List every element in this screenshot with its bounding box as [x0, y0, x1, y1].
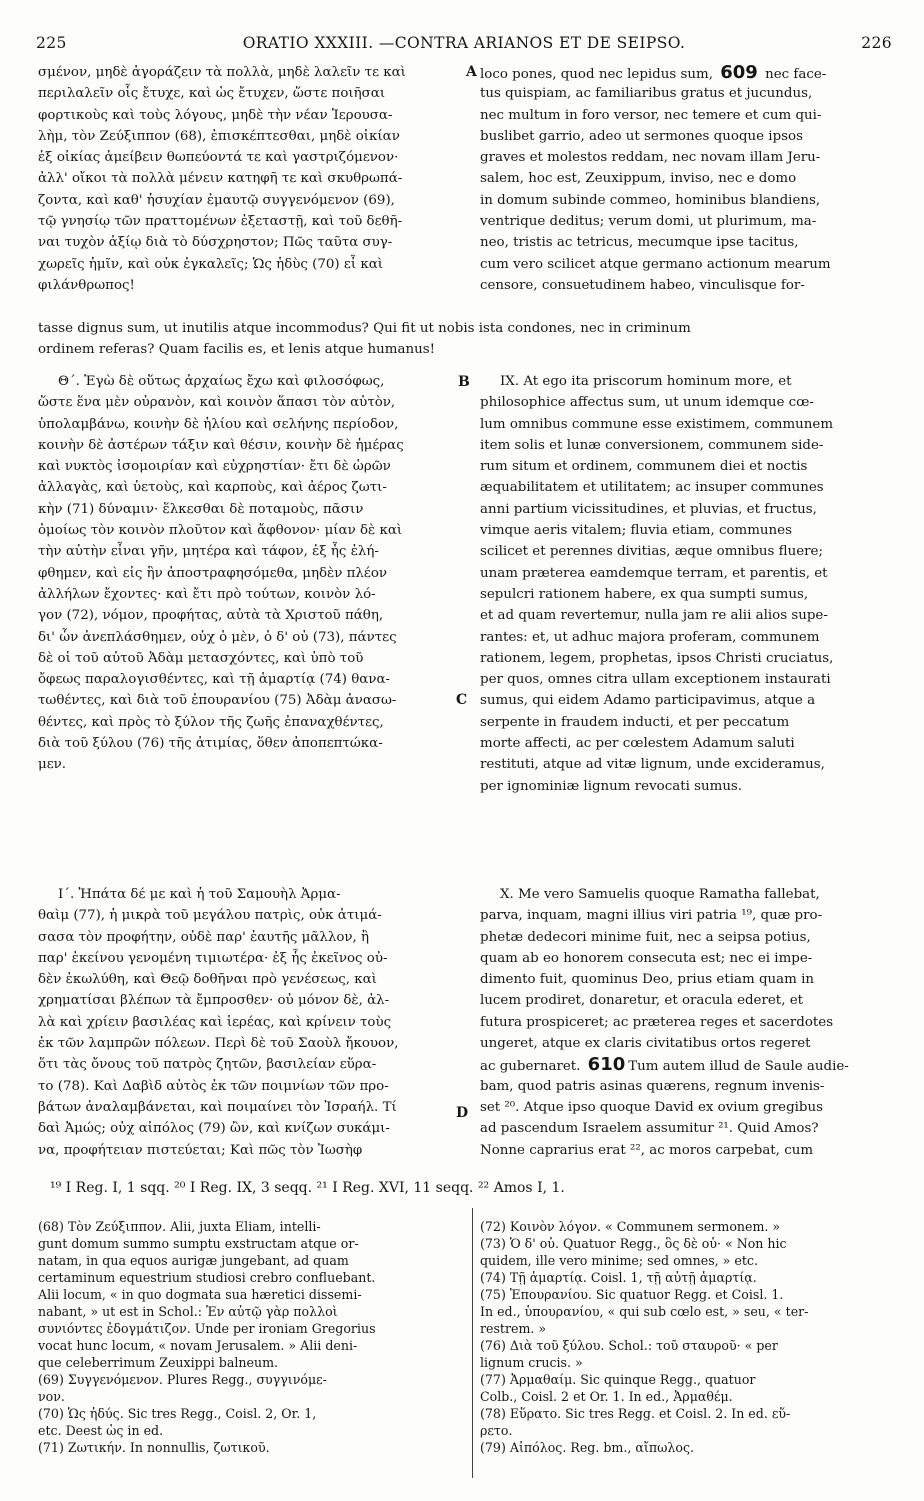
text-line: tasse dignus sum, ut inutilis atque incommodus? Qui fit ut nobis ista condones, nec in criminum: [38, 321, 691, 336]
text-line: ὑπολαμβάνω, κοινὴν δὲ ἡλίου καὶ σελήνης περίοδον,: [38, 416, 399, 432]
text-line: salem, hoc est, Zeuxippum, inviso, nec e domo: [480, 171, 797, 187]
text-line: (74) Τῇ ἁμαρτίᾳ. Coisl. 1, τῇ αὐτῇ ἁμαρτίᾳ.: [480, 1270, 757, 1285]
text-line: να, προφήτειαν πιστεύεται; Καὶ πῶς τὸν Ἰωσὴφ: [38, 1142, 363, 1158]
column-number-610: 610: [587, 1054, 626, 1076]
text-line: διὰ τοῦ ξύλου (76) τῆς ἀτιμίας, ὅθεν ἀποπεπτώκα-: [38, 736, 383, 752]
text-line: nec multum in foro versor, nec temere et cum qui-: [480, 107, 822, 123]
text-line: δαὶ Ἀμώς; οὐχ αἰπόλος (79) ὢν, καὶ κνίζων συκάμι-: [38, 1121, 390, 1137]
text-line: restituti, atque ad vitæ lignum, unde excideramus,: [480, 757, 825, 773]
text-line: Θ΄. Ἐγὼ δὲ οὕτως ἀρχαίως ἔχω καὶ φιλοσόφως,: [58, 374, 385, 389]
text-line: ὄφεως παραλογισθέντες, καὶ τῇ ἁμαρτίᾳ (74) θανα-: [38, 672, 391, 688]
text-line: IX. At ego ita priscorum hominum more, et: [500, 374, 792, 389]
text-line: ρετο.: [480, 1423, 513, 1438]
text-line: γον (72), νόμον, προφήτας, αὐτὰ τὰ Χριστοῦ πάθη,: [38, 608, 384, 624]
text-line: βάτων ἀναλαμβάνεται, καὶ ποιμαίνει τὸν Ἰσραήλ. Τί: [38, 1099, 397, 1115]
text-line: τωθέντες, καὶ διὰ τοῦ ἐπουρανίου (75) Ἀδὰμ ἀνασω-: [38, 693, 397, 709]
text-line: set ²⁰. Atque ipso quoque David ex ovium gregibus: [480, 1099, 823, 1115]
text-line: In ed., ὑπουρανίου, « qui sub cœlo est, » seu, « ter-: [480, 1304, 809, 1319]
text-line: buslibet garrio, adeo ut sermones quoque ipsos: [480, 128, 803, 144]
text-line: dimento fuit, quominus Deo, prius etiam quam in: [480, 972, 814, 988]
column-number-609: 609: [720, 62, 758, 83]
greek-column-top: [38, 62, 466, 296]
text-line: το (78). Καὶ Δαβὶδ αὐτὸς ἐκ τῶν ποιμνίων τῶν προ-: [38, 1078, 389, 1094]
text-line: que celeberrimum Zeuxippi balneum.: [38, 1355, 279, 1370]
text-line: per quos, omnes citra ullam exceptionem instaurati: [480, 672, 831, 688]
text-line: νον.: [38, 1389, 65, 1404]
latin-line: ac gubernaret. 610 Tum autem illud de Saule audie-: [480, 1054, 849, 1076]
text-line: certaminum equestrium studiosi crebro confluebant.: [38, 1270, 376, 1285]
text-line: σασα τὸν προφήτην, οὐδὲ παρ' ἑαυτῆς μᾶλλον, ἢ: [38, 929, 370, 945]
text-line: (68) Τὸν Ζεύξιππον. Alii, juxta Eliam, intelli-: [38, 1219, 321, 1234]
text-line: δι' ὧν ἀνεπλάσθημεν, οὐχ ὁ μὲν, ὁ δ' οὐ (73), πάντες: [38, 629, 397, 645]
text-line: (77) Ἀρμαθαίμ. Sic quinque Regg., quatuor: [480, 1372, 756, 1387]
notes-right: [480, 1218, 892, 1456]
text-line: serpente in fraudem inducti, et per peccatum: [480, 714, 790, 730]
text-line: ad pascendum Israelem assumitur ²¹. Quid Amos?: [480, 1121, 819, 1137]
page-title: ORATIO XXXIII. —CONTRA ARIANOS ET DE SEIPSO.: [242, 34, 686, 52]
margin-letter-c: C: [456, 692, 468, 708]
text-line: nabant, » ut est in Schol.: Ἐν αὐτῷ γὰρ πολλοὶ: [38, 1304, 338, 1319]
text-line: φθημεν, καὶ εἰς ἣν ἀποστραφησόμεθα, μηδὲν πλέον: [38, 565, 388, 581]
text-line: χωρεῖς ἡμῖν, καὶ οὐκ ἐγκαλεῖς; Ὡς ἡδὺς (70) εἶ καὶ: [38, 256, 384, 272]
text-line: natam, in qua equos aurigæ jungebant, ad quam: [38, 1253, 349, 1268]
text-line: Ι΄. Ἠπάτα δέ με καὶ ἡ τοῦ Σαμουὴλ Ἀρμα-: [58, 887, 341, 902]
latin-column-mid: [480, 371, 892, 797]
text-line: unam præterea eamdemque terram, et parentis, et: [480, 565, 828, 581]
text-line: τὴν αὐτὴν εἶναι γῆν, μητέρα καὶ τάφον, ἐξ ἧς ἐλή-: [38, 544, 379, 560]
text-line: rantes: et, ut adhuc majora proferam, communem: [480, 629, 820, 645]
text-line: rationem, legem, prophetas, ipsos Christi cruciatus,: [480, 650, 834, 666]
text-line: κοινὴν δὲ ἀστέρων τάξιν καὶ θέσιν, κοινὴν δὲ ἡμέρας: [38, 437, 404, 453]
greek-column-mid: [38, 371, 466, 776]
text-line: neo, tristis ac tetricus, mecumque ipse tacitus,: [480, 235, 799, 251]
text-line: anni partium vicissitudines, et pluvias, et fructus,: [480, 501, 817, 517]
text-line: μεν.: [38, 757, 67, 773]
text-line: ὁμοίως τὸν κοινὸν πλοῦτον καὶ ἄφθονον· μίαν δὲ καὶ: [38, 523, 403, 539]
text-line: παρ' ἐκείνου γενομένη τιμιωτέρα· ἐξ ἧς ἐκεῖνος οὐ-: [38, 950, 388, 966]
text-line: Nonne caprarius erat ²², ac moros carpebat, cum: [480, 1142, 814, 1158]
text-line: λὰ καὶ χρίειν βασιλέας καὶ ἱερέας, καὶ κρίνειν τοὺς: [38, 1014, 392, 1030]
notes-left: [38, 1218, 466, 1456]
text-line: restrem. »: [480, 1321, 547, 1336]
text-line: ventrique deditus; verum domi, ut plurimum, ma-: [480, 214, 817, 230]
text-line: in domum subinde commeo, hominibus blandiens,: [480, 192, 821, 208]
text-line: philosophice affectus sum, ut unum idemque cœ-: [480, 395, 814, 411]
text-line: (72) Κοινὸν λόγον. « Communem sermonem. »: [480, 1219, 781, 1234]
text-line: σμένον, μηδὲ ἀγοράζειν τὰ πολλὰ, μηδὲ λαλεῖν τε καὶ: [38, 65, 406, 80]
text-line: Colb., Coisl. 2 et Or. 1. In ed., Ἀρμαθέμ.: [480, 1389, 733, 1404]
scripture-references: ¹⁹ I Reg. I, 1 sqq. ²⁰ I Reg. IX, 3 seqq. ²¹ I Reg. XVI, 11 seqq. ²² Amos I, 1.: [50, 1180, 565, 1196]
text-line: (79) Αἰπόλος. Reg. bm., αἴπωλος.: [480, 1440, 694, 1455]
greek-column-bottom: [38, 884, 469, 1161]
text-line: lucem prodiret, donaretur, et oracula ederet, et: [480, 993, 804, 1009]
text-line: lum omnibus commune esse existimem, communem: [480, 416, 834, 432]
text-line: ἀλλαγὰς, καὶ ὑετοὺς, καὶ καρποὺς, καὶ ἀέρος ζωτι-: [38, 480, 387, 496]
page-number-right: 226: [861, 34, 892, 52]
text-line: θαὶμ (77), ἡ μικρὰ τοῦ μεγάλου πατρὶς, οὐκ ἀτιμά-: [38, 908, 382, 924]
full-width-lines: [38, 318, 894, 361]
text-line: ὅτι τὰς ὄνους τοῦ πατρὸς ζητῶν, βασιλείαν εὕρα-: [38, 1057, 377, 1073]
text-line: quidem, ille vero minime; sed omnes, » etc.: [480, 1253, 758, 1268]
text-line: περιλαλεῖν οἷς ἔτυχε, καὶ ὡς ἔτυχεν, ὥστε ποιῆσαι: [38, 86, 386, 102]
text-line: δὲν ἐκωλύθη, καὶ Θεῷ δοθῆναι πρὸ γενέσεως, καὶ: [38, 972, 377, 988]
text-line: vocat hunc locum, « novam Jerusalem. » Alii deni-: [38, 1338, 358, 1353]
text-line: et ad quam revertemur, nulla jam re alii alios supe-: [480, 608, 828, 624]
text-line: (75) Ἐπουρανίου. Sic quatuor Regg. et Coisl. 1.: [480, 1287, 784, 1302]
latin-line: loco pones, quod nec lepidus sum, 609 nec face-: [480, 62, 827, 83]
text-line: bam, quod patris asinas quærens, regnum invenis-: [480, 1078, 825, 1094]
text-line: τῷ γνησίῳ τῶν πραττομένων ἐξεταστῇ, καὶ τοῦ δεθῆ-: [38, 214, 403, 230]
text-line: rum situm et ordinem, communem diei et noctis: [480, 459, 808, 475]
text-line: λὴμ, τὸν Ζεύξιππον (68), ἐπισκέπτεσθαι, μηδὲ οἰκίαν: [38, 128, 400, 144]
text-line: ναι τυχὸν ἀξίῳ διὰ τὸ δύσχρηστον; Πῶς ταῦτα συγ-: [38, 235, 393, 251]
margin-letter-d: D: [456, 1105, 469, 1121]
text-line: censore, consuetudinem habeo, vinculisque for-: [480, 277, 805, 293]
text-line: ordinem referas? Quam facilis es, et lenis atque humanus!: [38, 342, 435, 358]
text-line: per ignominiæ lignum revocati sumus.: [480, 778, 743, 794]
text-line: ζοντα, καὶ καθ' ἡσυχίαν ἐμαυτῷ συγγενόμενον (69),: [38, 192, 395, 208]
text-line: ἀλλ' οἴκοι τὰ πολλὰ μένειν κατηφῆ τε καὶ σκυθρωπά-: [38, 171, 403, 187]
text-line: (70) Ὡς ἡδύς. Sic tres Regg., Coisl. 2, Or. 1,: [38, 1406, 317, 1421]
text-line: ἀλλήλων ἔχοντες· καὶ ἔτι πρὸ τούτων, κοινὸν λό-: [38, 586, 376, 602]
text-line: ἐξ οἰκίας ἀμείβειν θωπεύοντά τε καὶ γαστριζόμενον·: [38, 150, 399, 166]
text-line: ὥστε ἕνα μὲν οὐρανὸν, καὶ κοινὸν ἅπασι τὸν αὐτὸν,: [38, 395, 396, 411]
text-line: sepulcri rationem habere, ex qua sumpti sumus,: [480, 586, 809, 602]
text-line: vimque aeris vitalem; fluvia etiam, communes: [480, 523, 792, 539]
text-line: χρηματίσαι βλέπων τὰ ἔμπροσθεν· οὐ μόνον δὲ, ἀλ-: [38, 993, 390, 1009]
latin-column-bottom: [480, 884, 892, 1161]
text-line: Alii locum, « in quo dogmata sua hæretici dissemi-: [38, 1287, 362, 1302]
text-line: θέντες, καὶ πρὸς τὸ ξύλον τῆς ζωῆς ἐπαναχθέντες,: [38, 714, 384, 730]
text-line: κὴν (71) δύναμιν· ἕλκεσθαι δὲ ποταμοὺς, πᾶσιν: [38, 501, 364, 517]
column-divider: [472, 1208, 473, 1478]
text-line: (71) Ζωτικήν. In nonnullis, ζωτικοῦ.: [38, 1440, 270, 1455]
text-line: (73) Ὁ δ' οὐ. Quatuor Regg., ὃς δὲ οὐ· « Non hic: [480, 1236, 787, 1251]
text-line: lignum crucis. »: [480, 1355, 583, 1370]
text-line: parva, inquam, magni illius viri patria ¹⁹, quæ pro-: [480, 908, 823, 924]
text-line: phetæ dedecori minime fuit, nec a seipsa potius,: [480, 929, 811, 945]
text-line: graves et molestos reddam, nec novam illam Jeru-: [480, 150, 821, 166]
latin-column-top: [480, 62, 892, 296]
text-line: φορτικοὺς καὶ τοὺς λόγους, μηδὲ τὴν νέαν Ἱερουσα-: [38, 107, 393, 123]
text-line: ungeret, atque ex claris civitatibus ortos regeret: [480, 1036, 811, 1052]
margin-letter-a: A: [466, 64, 477, 80]
margin-letter-b: B: [458, 374, 470, 390]
text-line: quam ab eo honorem consecuta est; nec ei impe-: [480, 950, 813, 966]
text-line: (78) Εὕρατο. Sic tres Regg. et Coisl. 2. In ed. εὕ-: [480, 1406, 791, 1421]
text-line: æquabilitatem et utilitatem; ac insuper communes: [480, 480, 824, 496]
text-line: item solis et lunæ conversionem, communem side-: [480, 437, 824, 453]
text-line: συνιόντες ἐδογμάτιζον. Unde per ironiam Gregorius: [38, 1321, 376, 1336]
running-header: [36, 34, 892, 56]
page-number-left: 225: [36, 34, 67, 52]
text-line: καὶ νυκτὸς ἰσομοιρίαν καὶ εὐχρηστίαν· ἔτι δὲ ὡρῶν: [38, 459, 391, 475]
text-line: sumus, qui eidem Adamo participavimus, atque a: [480, 693, 816, 709]
text-line: gunt domum summo sumptu exstructam atque or-: [38, 1236, 359, 1251]
text-line: futura prospiceret; ac præterea reges et sacerdotes: [480, 1014, 834, 1030]
text-line: X. Me vero Samuelis quoque Ramatha fallebat,: [500, 887, 820, 902]
text-line: morte affecti, ac per cœlestem Adamum saluti: [480, 736, 795, 752]
text-line: φιλάνθρωπος!: [38, 277, 135, 293]
text-line: scilicet et perennes divitias, æque omnibus fluere;: [480, 544, 823, 560]
text-line: ἐκ τῶν λαμπρῶν πόλεων. Περὶ δὲ τοῦ Σαοὺλ ἤκουον,: [38, 1036, 399, 1052]
text-line: (69) Συγγενόμενον. Plures Regg., συγγινόμε-: [38, 1372, 327, 1387]
text-line: etc. Deest ὡς in ed.: [38, 1423, 164, 1438]
text-line: cum vero scilicet atque germano actionum mearum: [480, 256, 831, 272]
text-line: δὲ οἱ τοῦ αὐτοῦ Ἀδὰμ μετασχόντες, καὶ ὑπὸ τοῦ: [38, 650, 364, 666]
text-line: tus quispiam, ac familiaribus gratus et jucundus,: [480, 86, 813, 102]
text-line: (76) Διὰ τοῦ ξύλου. Schol.: τοῦ σταυροῦ· « per: [480, 1338, 778, 1353]
